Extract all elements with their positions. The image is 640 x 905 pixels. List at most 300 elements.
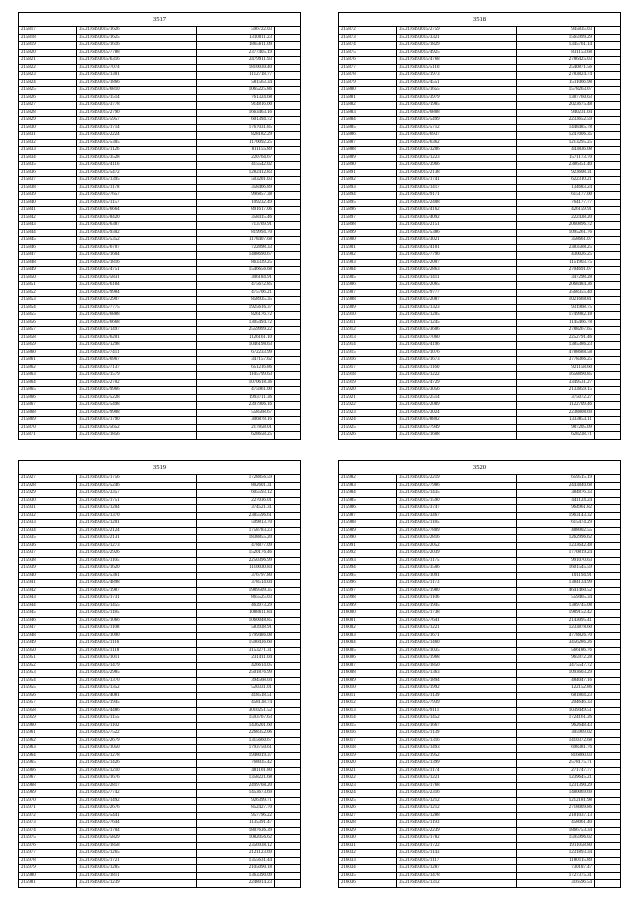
reference-cell: 35.21/6493015/5305 (77, 139, 197, 147)
table-row (19, 805, 301, 813)
row-id-cell: 216028 (339, 820, 397, 828)
amount-cell: 828182.29 (197, 132, 275, 140)
table-row (19, 715, 301, 723)
amount-cell: 996857.38 (197, 192, 275, 200)
row-id-cell: 215932 (19, 512, 77, 520)
empty-cell (595, 402, 621, 410)
amount-cell: 475961.00 (197, 387, 275, 395)
row-id-cell: 216026 (339, 805, 397, 813)
amount-cell: 1065225.86 (197, 87, 275, 95)
reference-cell: 35.21/6493015/2065 (397, 282, 517, 290)
table-row (19, 572, 301, 580)
reference-cell: 35.21/6493015/1173 (397, 580, 517, 588)
reference-cell: 35.21/6493015/1980 (397, 587, 517, 595)
amount-cell: 698381.76 (517, 745, 595, 753)
amount-cell: 306878.16 (197, 417, 275, 425)
reference-cell: 35.21/6493015/1478 (397, 872, 517, 880)
row-id-cell: 215836 (19, 169, 77, 177)
row-id-cell: 215910 (339, 312, 397, 320)
amount-cell: 1993711.36 (197, 394, 275, 402)
row-id-cell: 216002 (339, 625, 397, 633)
empty-cell (595, 244, 621, 252)
reference-cell: 35.21/6493015/5829 (77, 835, 197, 843)
reference-cell: 35.21/6493015/1452 (397, 715, 517, 723)
row-id-cell: 215919 (339, 379, 397, 387)
row-id-cell: 215931 (19, 505, 77, 513)
amount-cell: 965972.28 (517, 655, 595, 663)
row-id-cell: 215847 (19, 252, 77, 260)
empty-cell (595, 177, 621, 185)
empty-cell (275, 767, 301, 775)
amount-cell: 1231390.29 (517, 782, 595, 790)
table-row (19, 109, 301, 117)
empty-cell (275, 542, 301, 550)
table-row (339, 57, 621, 65)
table-row (19, 647, 301, 655)
reference-cell: 35.21/6493015/1811 (77, 872, 197, 880)
reference-cell: 35.21/6493015/2926 (77, 550, 197, 558)
table-row (339, 229, 621, 237)
row-id-cell: 215884 (339, 117, 397, 125)
amount-cell: 1520176.46 (197, 550, 275, 558)
row-id-cell: 215873 (339, 34, 397, 42)
reference-cell: 35.21/6493015/2138 (397, 169, 517, 177)
reference-cell: 35.21/6493015/7137 (77, 364, 197, 372)
row-id-cell: 215956 (19, 692, 77, 700)
row-id-cell: 215984 (339, 490, 397, 498)
amount-cell: 1282412.83 (197, 169, 275, 177)
table-row (19, 124, 301, 132)
table-row (339, 595, 621, 603)
row-id-cell: 215875 (339, 49, 397, 57)
table-row (339, 587, 621, 595)
amount-cell: 1593767.63 (197, 715, 275, 723)
empty-cell (595, 297, 621, 305)
row-id-cell: 215822 (19, 64, 77, 72)
reference-cell: 35.21/6493015/1945 (77, 700, 197, 708)
row-id-cell: 215979 (19, 865, 77, 873)
empty-cell (595, 87, 621, 95)
row-id-cell: 215947 (19, 625, 77, 633)
amount-cell: 926399.71 (197, 797, 275, 805)
row-id-cell: 215862 (19, 364, 77, 372)
amount-cell: 122152.86 (517, 685, 595, 693)
table-row (19, 752, 301, 760)
empty-cell (275, 482, 301, 490)
table-row (19, 147, 301, 155)
empty-cell (275, 147, 301, 155)
table-row (339, 497, 621, 505)
row-id-cell: 215958 (19, 707, 77, 715)
amount-cell: 1145466.78 (517, 319, 595, 327)
table-row (19, 349, 301, 357)
empty-cell (275, 775, 301, 783)
amount-cell: 2068484.36 (517, 282, 595, 290)
row-id-cell: 215965 (19, 760, 77, 768)
table-row (19, 850, 301, 858)
table-row (19, 677, 301, 685)
table-row (339, 700, 621, 708)
empty-cell (595, 379, 621, 387)
table-row (19, 595, 301, 603)
table-row (339, 790, 621, 798)
amount-cell: 2479911.93 (197, 57, 275, 65)
table-row (339, 192, 621, 200)
empty-cell (275, 737, 301, 745)
row-id-cell: 215940 (19, 572, 77, 580)
row-id-cell: 215996 (339, 580, 397, 588)
row-id-cell: 215951 (19, 655, 77, 663)
amount-cell: 761324.68 (197, 94, 275, 102)
amount-cell: 1663463.16 (197, 109, 275, 117)
row-id-cell: 215858 (19, 334, 77, 342)
empty-cell (275, 267, 301, 275)
reference-cell: 35.21/6493015/1301 (77, 72, 197, 80)
reference-cell: 35.21/6493015/1285 (77, 865, 197, 873)
row-id-cell: 215885 (339, 124, 397, 132)
amount-cell: 394568.04 (197, 677, 275, 685)
row-id-cell: 215950 (19, 647, 77, 655)
empty-cell (595, 124, 621, 132)
amount-cell: 1247006.35 (517, 132, 595, 140)
reference-cell: 35.21/6493015/1118 (77, 647, 197, 655)
row-id-cell: 216021 (339, 767, 397, 775)
table-row (339, 64, 621, 72)
table-row (19, 797, 301, 805)
amount-cell: 962648.43 (517, 722, 595, 730)
row-id-cell: 215886 (339, 132, 397, 140)
reference-cell: 35.21/6493015/1178 (77, 184, 197, 192)
table-row (339, 147, 621, 155)
amount-cell: 991070.63 (517, 557, 595, 565)
reference-cell: 35.21/6493015/1676 (77, 775, 197, 783)
row-id-cell: 215899 (339, 229, 397, 237)
amount-cell: 2499768.20 (197, 782, 275, 790)
row-id-cell: 216012 (339, 700, 397, 708)
amount-cell: 1601545.59 (517, 565, 595, 573)
amount-cell: 204646.33 (517, 700, 595, 708)
empty-cell (595, 342, 621, 350)
empty-cell (595, 199, 621, 207)
empty-cell (275, 835, 301, 843)
amount-cell: 2704691.07 (517, 267, 595, 275)
empty-cell (275, 760, 301, 768)
table-row (19, 49, 301, 57)
row-id-cell: 215944 (19, 602, 77, 610)
amount-cell: 378514.04 (197, 580, 275, 588)
amount-cell: 615474.29 (517, 520, 595, 528)
row-id-cell: 215852 (19, 289, 77, 297)
empty-cell (595, 64, 621, 72)
empty-cell (275, 87, 301, 95)
reference-cell: 35.21/6493015/1667 (397, 722, 517, 730)
row-id-cell: 216020 (339, 760, 397, 768)
row-id-cell: 215905 (339, 274, 397, 282)
amount-cell: 1571173.70 (517, 154, 595, 162)
table-row (19, 835, 301, 843)
amount-cell: 1480069.69 (517, 790, 595, 798)
table-row (19, 409, 301, 417)
amount-cell: 659515.19 (517, 475, 595, 483)
table-row (339, 857, 621, 865)
table-row (19, 782, 301, 790)
table-row (339, 244, 621, 252)
amount-cell: 134683.24 (517, 184, 595, 192)
reference-cell: 35.21/6493015/1265 (77, 850, 197, 858)
row-id-cell: 215993 (339, 557, 397, 565)
table-row (19, 132, 301, 140)
reference-cell: 35.21/6493015/7411 (77, 349, 197, 357)
empty-cell (275, 199, 301, 207)
amount-cell: 581563.34 (197, 79, 275, 87)
row-id-cell: 215881 (339, 94, 397, 102)
reference-cell: 35.21/6493015/1090 (77, 632, 197, 640)
reference-cell: 35.21/6493015/1239 (77, 880, 197, 888)
amount-cell: 559465.34 (517, 595, 595, 603)
amount-cell: 1807636.39 (197, 827, 275, 835)
empty-cell (275, 850, 301, 858)
amount-cell: 802601.31 (197, 482, 275, 490)
empty-cell (275, 617, 301, 625)
row-id-cell: 215821 (19, 57, 77, 65)
reference-cell: 35.21/6493015/2052 (397, 542, 517, 550)
reference-cell: 35.21/6493015/1193 (397, 820, 517, 828)
table-row (19, 387, 301, 395)
row-id-cell: 215874 (339, 42, 397, 50)
amount-cell: 2238808.69 (517, 409, 595, 417)
table-row (339, 565, 621, 573)
empty-cell (595, 602, 621, 610)
row-id-cell: 215963 (19, 745, 77, 753)
empty-cell (595, 57, 621, 65)
reference-cell: 35.21/6493015/1175 (397, 557, 517, 565)
row-id-cell: 216029 (339, 827, 397, 835)
row-id-cell: 216027 (339, 812, 397, 820)
row-id-cell: 215857 (19, 327, 77, 335)
row-id-cell: 215943 (19, 595, 77, 603)
amount-cell: 1436201.60 (197, 722, 275, 730)
reference-cell: 35.21/6493015/7641 (397, 617, 517, 625)
table-row (19, 364, 301, 372)
amount-cell: 1355631.44 (197, 857, 275, 865)
amount-cell: 1095261.76 (517, 229, 595, 237)
table-row (339, 417, 621, 425)
empty-cell (595, 132, 621, 140)
reference-cell: 35.21/6493015/6362 (397, 139, 517, 147)
row-id-cell: 215913 (339, 334, 397, 342)
reference-cell: 35.21/6493015/3357 (77, 490, 197, 498)
amount-cell: 418518.51 (197, 692, 275, 700)
table-row (339, 580, 621, 588)
reference-cell: 35.21/6493015/2408 (397, 199, 517, 207)
reference-cell: 35.21/6493015/2224 (77, 132, 197, 140)
table-row (339, 850, 621, 858)
reference-cell: 35.21/6493015/6888 (77, 312, 197, 320)
reference-cell: 35.21/6493015/1992 (397, 685, 517, 693)
row-id-cell: 216013 (339, 707, 397, 715)
row-id-cell: 215883 (339, 109, 397, 117)
empty-cell (595, 655, 621, 663)
row-id-cell: 215997 (339, 587, 397, 595)
row-id-cell: 215962 (19, 737, 77, 745)
amount-cell: 4778826.70 (517, 632, 595, 640)
reference-cell: 35.21/6493015/5361 (77, 572, 197, 580)
table-row (19, 259, 301, 267)
amount-cell: 1345761.14 (517, 42, 595, 50)
table-row (339, 102, 621, 110)
table-row (19, 632, 301, 640)
table-row (19, 557, 301, 565)
table-row (339, 527, 621, 535)
amount-cell: 1310011.23 (197, 34, 275, 42)
amount-cell: 1233878.60 (517, 625, 595, 633)
table-row (19, 379, 301, 387)
table-row (339, 782, 621, 790)
reference-cell: 35.21/6493015/4729 (397, 379, 517, 387)
amount-cell: 375072.27 (517, 394, 595, 402)
reference-cell: 35.21/6493015/6967 (77, 357, 197, 365)
empty-cell (275, 550, 301, 558)
reference-cell: 35.21/6493015/1435 (397, 490, 517, 498)
reference-cell: 35.21/6493015/1945 (397, 602, 517, 610)
table-row (339, 432, 621, 440)
amount-cell: 622310.21 (517, 177, 595, 185)
amount-cell: 2578175.71 (517, 760, 595, 768)
amount-cell: 2443840.68 (517, 482, 595, 490)
table-row (339, 512, 621, 520)
empty-cell (595, 42, 621, 50)
reference-cell: 35.21/6493015/9302 (77, 229, 197, 237)
reference-cell: 35.21/6493015/2089 (397, 402, 517, 410)
amount-cell: 458138.74 (197, 700, 275, 708)
amount-cell: 1810030.40 (197, 64, 275, 72)
table-row (339, 372, 621, 380)
reference-cell: 35.21/6493015/1210 (77, 767, 197, 775)
amount-cell: 101194.91 (517, 572, 595, 580)
empty-cell (275, 730, 301, 738)
reference-cell: 35.21/6493015/3321 (397, 34, 517, 42)
row-id-cell: 215952 (19, 662, 77, 670)
table-row (339, 632, 621, 640)
row-id-cell: 215921 (339, 394, 397, 402)
reference-cell: 35.21/6493015/1076 (397, 349, 517, 357)
reference-cell: 35.21/6493015/1721 (77, 857, 197, 865)
empty-cell (275, 692, 301, 700)
table-row (19, 169, 301, 177)
amount-cell: 1212181.98 (517, 797, 595, 805)
row-id-cell: 215844 (19, 229, 77, 237)
reference-cell: 35.21/6493015/1222 (397, 372, 517, 380)
table-row (339, 34, 621, 42)
reference-cell: 35.21/6493015/4768 (397, 57, 517, 65)
empty-cell (275, 782, 301, 790)
reference-cell: 35.21/6493015/1751 (77, 497, 197, 505)
amount-cell: 1387760.63 (517, 94, 595, 102)
table-row (339, 184, 621, 192)
table-row (19, 625, 301, 633)
row-id-cell: 215871 (19, 432, 77, 440)
reference-cell: 35.21/6493015/5441 (77, 812, 197, 820)
empty-cell (595, 775, 621, 783)
reference-cell: 35.21/6493015/1768 (397, 782, 517, 790)
empty-cell (275, 132, 301, 140)
reference-cell: 35.21/6493015/2676 (77, 805, 197, 813)
amount-cell: 1728856.59 (197, 475, 275, 483)
table-row (19, 402, 301, 410)
amount-cell: 2559999.22 (197, 327, 275, 335)
amount-cell: 1793750.61 (197, 745, 275, 753)
reference-cell: 35.21/6493015/1399 (397, 760, 517, 768)
empty-cell (275, 670, 301, 678)
table-row (19, 297, 301, 305)
row-id-cell: 215906 (339, 282, 397, 290)
reference-cell: 35.21/6493015/1370 (77, 512, 197, 520)
empty-cell (595, 229, 621, 237)
row-id-cell: 215846 (19, 244, 77, 252)
row-id-cell: 215914 (339, 342, 397, 350)
row-id-cell: 215817 (19, 27, 77, 35)
empty-cell (275, 512, 301, 520)
amount-cell: 3456286.26 (517, 640, 595, 648)
table-row (19, 505, 301, 513)
reference-cell: 35.21/6493015/2087 (397, 297, 517, 305)
table-row (19, 520, 301, 528)
empty-cell (275, 357, 301, 365)
empty-cell (595, 662, 621, 670)
row-id-cell: 215907 (339, 289, 397, 297)
amount-cell: 488002.55 (517, 527, 595, 535)
amount-cell: 931968.75 (517, 304, 595, 312)
empty-cell (275, 535, 301, 543)
table-row (19, 199, 301, 207)
empty-cell (595, 424, 621, 432)
row-id-cell: 215999 (339, 602, 397, 610)
row-id-cell: 215897 (339, 214, 397, 222)
reference-cell: 35.21/6493015/1106 (397, 595, 517, 603)
amount-cell: 628658.25 (197, 432, 275, 440)
reference-cell: 35.21/6493015/6387 (77, 222, 197, 230)
row-id-cell: 216024 (339, 790, 397, 798)
table-row (19, 490, 301, 498)
row-id-cell: 215904 (339, 267, 397, 275)
amount-cell: 1948019.37 (197, 752, 275, 760)
table-row (339, 117, 621, 125)
empty-cell (275, 745, 301, 753)
empty-cell (595, 72, 621, 80)
row-id-cell: 216009 (339, 677, 397, 685)
table-row (339, 304, 621, 312)
row-id-cell: 215850 (19, 274, 77, 282)
amount-cell: 1758783.23 (197, 527, 275, 535)
amount-cell: 1727375.31 (517, 872, 595, 880)
reference-cell: 35.21/6493015/1460 (397, 640, 517, 648)
row-id-cell: 215842 (19, 214, 77, 222)
table-row (19, 87, 301, 95)
row-id-cell: 215880 (339, 87, 397, 95)
reference-cell: 35.21/6493015/2702 (77, 379, 197, 387)
reference-cell: 35.21/6493015/1212 (397, 797, 517, 805)
empty-cell (275, 812, 301, 820)
table-row (19, 139, 301, 147)
empty-cell (595, 409, 621, 417)
empty-cell (275, 192, 301, 200)
amount-cell: 1135391.47 (197, 820, 275, 828)
empty-cell (595, 394, 621, 402)
empty-cell (595, 274, 621, 282)
reference-cell: 35.21/6493015/3747 (397, 505, 517, 513)
reference-cell: 35.21/6493015/2131 (77, 535, 197, 543)
amount-cell: 1112718.77 (197, 72, 275, 80)
